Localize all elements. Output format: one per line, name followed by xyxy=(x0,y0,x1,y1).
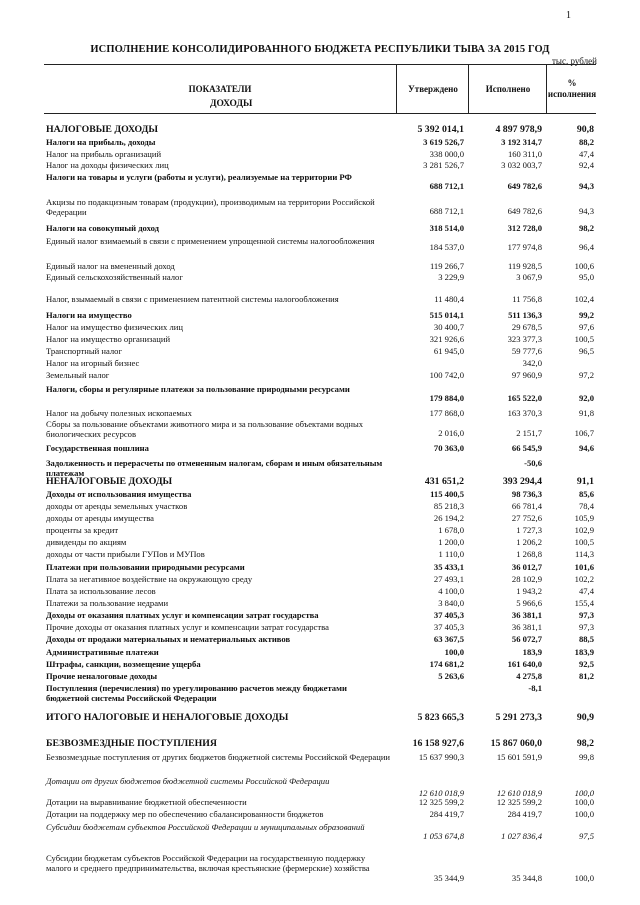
row-label: Налог на прибыль организаций xyxy=(46,149,162,159)
row-executed-value: 12 325 599,2 xyxy=(496,797,542,807)
row-label: ИТОГО НАЛОГОВЫЕ И НЕНАЛОГОВЫЕ ДОХОДЫ xyxy=(46,712,289,723)
row-executed-value: 284 419,7 xyxy=(507,809,542,819)
table-row xyxy=(44,809,596,821)
row-percent-value: 100,0 xyxy=(574,788,594,798)
table-row xyxy=(44,671,596,683)
table-row xyxy=(44,489,596,501)
row-executed-value: 3 032 003,7 xyxy=(501,160,542,170)
row-label: доходы от части прибыли ГУПов и МУПов xyxy=(46,549,205,559)
row-percent-value: 85,6 xyxy=(578,489,594,499)
page-number: 1 xyxy=(566,10,571,21)
row-percent-value: 97,3 xyxy=(578,622,594,632)
row-label: Налог на добычу полезных ископаемых xyxy=(46,408,192,418)
row-percent-value: 106,7 xyxy=(574,428,594,438)
row-label: Административные платежи xyxy=(46,647,159,657)
table-row xyxy=(44,622,596,634)
row-executed-value: 1 727,3 xyxy=(516,525,542,535)
row-approved-value: 12 610 018,9 xyxy=(418,788,464,798)
row-approved-value: 30 400,7 xyxy=(433,322,464,332)
row-approved-value: 61 945,0 xyxy=(433,346,464,356)
row-executed-value: 3 067,9 xyxy=(516,272,542,282)
row-percent-value: 94,3 xyxy=(578,181,594,191)
row-percent-value: 91,1 xyxy=(576,476,594,487)
row-percent-value: 155,4 xyxy=(574,598,594,608)
row-approved-value: 1 110,0 xyxy=(438,549,464,559)
row-percent-value: 98,2 xyxy=(576,738,594,749)
table-row xyxy=(44,562,596,574)
table-row xyxy=(44,477,596,489)
row-percent-value: 100,5 xyxy=(574,334,594,344)
row-executed-value: 11 756,8 xyxy=(512,294,542,304)
row-percent-value: 92,4 xyxy=(578,160,594,170)
row-executed-value: 4 275,8 xyxy=(516,671,542,681)
row-approved-value: 3 229,9 xyxy=(438,272,464,282)
row-label: Налоги на имущество xyxy=(46,310,132,320)
row-label: Прочие неналоговые доходы xyxy=(46,671,158,681)
row-executed-value: 393 294,4 xyxy=(502,476,542,487)
row-executed-value: 2 151,7 xyxy=(516,428,542,438)
row-executed-value: 12 610 018,9 xyxy=(496,788,542,798)
row-executed-value: 36 381,1 xyxy=(511,622,542,632)
row-percent-value: 95,0 xyxy=(578,272,594,282)
table-row xyxy=(44,358,596,370)
row-percent-value: 99,2 xyxy=(578,310,594,320)
row-percent-value: 99,8 xyxy=(578,752,594,762)
row-approved-value: 1 678,0 xyxy=(438,525,464,535)
row-approved-value: 37 405,3 xyxy=(433,622,464,632)
row-approved-value: 688 712,1 xyxy=(429,181,464,191)
row-executed-value: 97 960,9 xyxy=(511,370,542,380)
row-label: Налог, взымаемый в связи с применением патентной системы налогообложения xyxy=(46,294,339,304)
row-percent-value: 88,5 xyxy=(578,634,594,644)
row-approved-value: 3 281 526,7 xyxy=(423,160,464,170)
document-title: ИСПОЛНЕНИЕ КОНСОЛИДИРОВАННОГО БЮДЖЕТА РЕСПУБЛИКИ ТЫВА ЗА 2015 ГОД xyxy=(90,44,550,55)
row-percent-value: 47,4 xyxy=(578,149,594,159)
row-approved-value: 3 840,0 xyxy=(438,598,464,608)
row-percent-value: 94,3 xyxy=(578,206,594,216)
row-percent-value: 90,8 xyxy=(576,124,594,135)
table-row xyxy=(44,853,596,885)
row-executed-value: 98 736,3 xyxy=(511,489,542,499)
row-label: Безвозмездные поступления от других бюджетов бюджетной системы Российской Федерации xyxy=(46,752,391,762)
row-label: Налог на доходы физических лиц xyxy=(46,160,169,170)
table-row xyxy=(44,659,596,671)
row-executed-value: 36 381,1 xyxy=(511,610,542,620)
row-executed-value: 1 206,2 xyxy=(516,537,542,547)
row-executed-value: 119 928,5 xyxy=(507,261,542,271)
row-label: БЕЗВОЗМЕЗДНЫЕ ПОСТУПЛЕНИЯ xyxy=(46,738,217,749)
row-label: Налог на имущество физических лиц xyxy=(46,322,183,332)
row-label: Доходы от оказания платных услуг и компенсации затрат государства xyxy=(46,610,319,620)
row-percent-value: 100,0 xyxy=(574,797,594,807)
table-row xyxy=(44,647,596,659)
row-executed-value: 5 966,6 xyxy=(516,598,542,608)
row-label: дивиденды по акциям xyxy=(46,537,127,547)
table-row xyxy=(44,443,596,455)
table-row xyxy=(44,346,596,358)
row-approved-value: 5 263,6 xyxy=(438,671,464,681)
row-executed-value: 342,0 xyxy=(522,358,542,368)
row-label: Налог на имущество организаций xyxy=(46,334,171,344)
row-approved-value: 179 884,0 xyxy=(429,393,464,403)
table-row xyxy=(44,125,596,137)
row-label: Налог на игорный бизнес xyxy=(46,358,140,368)
row-label: НЕНАЛОГОВЫЕ ДОХОДЫ xyxy=(46,476,173,487)
header-indicators: ПОКАЗАТЕЛИ xyxy=(188,84,252,94)
row-approved-value: 1 200,0 xyxy=(438,537,464,547)
row-percent-value: 92,0 xyxy=(578,393,594,403)
row-label: Налоги на прибыль, доходы xyxy=(46,137,156,147)
table-row xyxy=(44,525,612,537)
row-percent-value: 97,3 xyxy=(578,610,594,620)
row-approved-value: 15 637 990,3 xyxy=(418,752,464,762)
row-label: НАЛОГОВЫЕ ДОХОДЫ xyxy=(46,124,159,135)
row-approved-value: 26 194,2 xyxy=(433,513,464,523)
table-row xyxy=(44,513,612,525)
row-percent-value: 100,5 xyxy=(574,537,594,547)
row-percent-value: 90,9 xyxy=(576,712,594,723)
row-percent-value: 97,5 xyxy=(578,831,594,841)
row-label: доходы от аренды имущества xyxy=(46,513,154,523)
row-percent-value: 183,9 xyxy=(574,647,594,657)
row-approved-value: 184 537,0 xyxy=(429,242,464,252)
row-executed-value: 1 943,2 xyxy=(516,586,542,596)
table-row xyxy=(44,223,596,235)
row-executed-value: 163 370,3 xyxy=(507,408,542,418)
row-approved-value: 3 619 526,7 xyxy=(423,137,464,147)
row-approved-value: 338 000,0 xyxy=(429,149,464,159)
table-row xyxy=(44,197,596,219)
row-approved-value: 5 392 014,1 xyxy=(417,124,464,135)
row-label: Плата за использование лесов xyxy=(46,586,156,596)
row-label: Доходы от использования имущества xyxy=(46,489,192,499)
row-approved-value: 431 651,2 xyxy=(424,476,464,487)
table-row xyxy=(44,384,596,403)
row-label: Субсидии бюджетам субъектов Российской Федерации и муниципальных образований xyxy=(46,822,365,832)
table-row xyxy=(44,683,596,705)
row-percent-value: 100,0 xyxy=(574,873,594,883)
row-executed-value: 649 782,6 xyxy=(507,181,542,191)
row-executed-value: 15 867 060,0 xyxy=(490,738,542,749)
table-row xyxy=(44,160,596,172)
row-executed-value: -8,1 xyxy=(528,683,542,693)
row-approved-value: 321 926,6 xyxy=(429,334,464,344)
units-label: тыс. рублей xyxy=(552,56,597,66)
row-approved-value: 37 405,3 xyxy=(433,610,464,620)
row-percent-value: 102,9 xyxy=(574,525,594,535)
row-approved-value: 4 100,0 xyxy=(438,586,464,596)
row-percent-value: 102,2 xyxy=(574,574,594,584)
row-approved-value: 2 016,0 xyxy=(438,428,464,438)
row-label: Акцизы по подакцизным товарам (продукции), производимым на территории Российской Федерации xyxy=(46,197,375,217)
row-percent-value: 102,4 xyxy=(574,294,594,304)
table-row xyxy=(44,172,596,191)
row-label: Дотации от других бюджетов бюджетной системы Российской Федерации xyxy=(46,776,330,786)
row-approved-value: 85 218,3 xyxy=(433,501,464,511)
row-executed-value: 15 601 591,9 xyxy=(496,752,542,762)
row-executed-value: 66 545,9 xyxy=(511,443,542,453)
row-approved-value: 11 480,4 xyxy=(434,294,464,304)
row-percent-value: 47,4 xyxy=(578,586,594,596)
row-approved-value: 1 053 674,8 xyxy=(423,831,464,841)
row-approved-value: 119 266,7 xyxy=(429,261,464,271)
row-approved-value: 16 158 927,6 xyxy=(412,738,464,749)
table-row xyxy=(44,752,596,774)
row-executed-value: 177 974,8 xyxy=(507,242,542,252)
table-row xyxy=(44,822,596,844)
row-approved-value: 318 514,0 xyxy=(429,223,464,233)
row-approved-value: 688 712,1 xyxy=(429,206,464,216)
table-row xyxy=(44,322,596,334)
row-percent-value: 105,9 xyxy=(574,513,594,523)
header-approved: Утверждено xyxy=(396,65,469,113)
table-row xyxy=(44,537,612,549)
row-percent-value: 78,4 xyxy=(578,501,594,511)
row-label: Единый сельскохозяйственный налог xyxy=(46,272,183,282)
table-row xyxy=(44,137,596,149)
table-row xyxy=(44,586,596,598)
row-percent-value: 100,6 xyxy=(574,261,594,271)
table-row xyxy=(44,574,596,586)
row-label: Штрафы, санкции, возмещение ущерба xyxy=(46,659,201,669)
row-executed-value: 312 728,0 xyxy=(507,223,542,233)
table-row xyxy=(44,634,596,646)
row-approved-value: 63 367,5 xyxy=(433,634,464,644)
row-executed-value: 183,9 xyxy=(522,647,542,657)
row-percent-value: 97,2 xyxy=(578,370,594,380)
row-label: Субсидии бюджетам субъектов Российской Федерации на государственную поддержку малого и среднего предпринимательства, включая крестьянские (фермерские) хозяйства xyxy=(46,853,370,873)
row-label: Прочие доходы от оказания платных услуг и компенсации затрат государства xyxy=(46,622,329,632)
row-label: проценты за кредит xyxy=(46,525,119,535)
row-percent-value: 101,6 xyxy=(574,562,594,572)
header-executed: Исполнено xyxy=(468,65,547,113)
row-approved-value: 177 868,0 xyxy=(429,408,464,418)
table-row xyxy=(44,713,596,725)
row-approved-value: 70 363,0 xyxy=(433,443,464,453)
row-executed-value: 323 377,3 xyxy=(507,334,542,344)
row-label: Платежи за пользование недрами xyxy=(46,598,169,608)
row-executed-value: 165 522,0 xyxy=(507,393,542,403)
row-percent-value: 96,5 xyxy=(578,346,594,356)
row-label: Единый налог взимаемый в связи с применением упрощенной системы налогообложения xyxy=(46,236,375,246)
row-label: Плата за негативное воздействие на окружающую среду xyxy=(46,574,253,584)
table-row xyxy=(44,610,596,622)
row-label: Платежи при пользовании природными ресурсами xyxy=(46,562,245,572)
row-executed-value: 3 192 314,7 xyxy=(501,137,542,147)
table-header xyxy=(44,64,596,114)
header-percent: % исполнения xyxy=(546,65,597,113)
row-label: Государственная пошлина xyxy=(46,443,149,453)
row-approved-value: 174 681,2 xyxy=(429,659,464,669)
row-executed-value: 36 012,7 xyxy=(511,562,542,572)
row-label: Дотации на поддержку мер по обеспечению сбалансированности бюджетов xyxy=(46,809,324,819)
table-row xyxy=(44,310,596,322)
row-executed-value: 66 781,4 xyxy=(511,501,542,511)
row-executed-value: 1 027 836,4 xyxy=(501,831,542,841)
table-row xyxy=(44,739,596,751)
row-executed-value: 649 782,6 xyxy=(507,206,542,216)
row-label: доходы от аренды земельных участков xyxy=(46,501,188,511)
row-percent-value: 91,8 xyxy=(578,408,594,418)
table-row xyxy=(44,776,596,798)
row-percent-value: 114,3 xyxy=(574,549,594,559)
row-label: Транспортный налог xyxy=(46,346,123,356)
row-approved-value: 100 742,0 xyxy=(429,370,464,380)
row-percent-value: 94,6 xyxy=(578,443,594,453)
row-label: Единый налог на вмененный доход xyxy=(46,261,175,271)
row-approved-value: 5 823 665,3 xyxy=(417,712,464,723)
table-row xyxy=(44,294,596,306)
row-executed-value: 160 311,0 xyxy=(507,149,542,159)
row-label: Налоги на совокупный доход xyxy=(46,223,159,233)
row-label: Налоги, сборы и регулярные платежи за пользование природными ресурсами xyxy=(46,384,350,394)
row-approved-value: 515 014,1 xyxy=(429,310,464,320)
row-executed-value: 59 777,6 xyxy=(511,346,542,356)
row-percent-value: 100,0 xyxy=(574,809,594,819)
row-percent-value: 96,4 xyxy=(578,242,594,252)
row-percent-value: 81,2 xyxy=(578,671,594,681)
row-executed-value: 35 344,8 xyxy=(511,873,542,883)
row-executed-value: 27 752,6 xyxy=(511,513,542,523)
row-percent-value: 97,6 xyxy=(578,322,594,332)
row-executed-value: 161 640,0 xyxy=(507,659,542,669)
row-label: Налоги на товары и услуги (работы и услуги), реализуемые на территории РФ xyxy=(46,172,352,182)
row-approved-value: 35 344,9 xyxy=(433,873,464,883)
table-row xyxy=(44,549,612,561)
row-label: Поступления (перечисления) по урегулированию расчетов между бюджетами бюджетной системы Российской Федерации xyxy=(46,683,347,703)
row-approved-value: 100,0 xyxy=(444,647,464,657)
row-label: Дотации на выравнивание бюджетной обеспеченности xyxy=(46,797,247,807)
row-label: Сборы за пользование объектами животного мира и за пользование объектами водных биологических ресурсов xyxy=(46,419,364,439)
table-row xyxy=(44,370,596,382)
table-row xyxy=(44,334,596,346)
row-label: Земельный налог xyxy=(46,370,110,380)
row-executed-value: 29 678,5 xyxy=(511,322,542,332)
row-executed-value: 28 102,9 xyxy=(511,574,542,584)
row-executed-value: 4 897 978,9 xyxy=(495,124,542,135)
row-percent-value: 92,5 xyxy=(578,659,594,669)
row-executed-value: 5 291 273,3 xyxy=(495,712,542,723)
row-executed-value: 56 072,7 xyxy=(511,634,542,644)
table-row xyxy=(44,272,596,284)
table-row xyxy=(44,501,612,513)
section-income: ДОХОДЫ xyxy=(210,99,253,109)
row-approved-value: 12 325 599,2 xyxy=(418,797,464,807)
row-executed-value: -50,6 xyxy=(524,458,542,468)
table-row xyxy=(44,419,596,441)
table-row xyxy=(44,598,596,610)
row-percent-value: 88,2 xyxy=(578,137,594,147)
table-row xyxy=(44,236,596,258)
row-approved-value: 115 400,5 xyxy=(430,489,464,499)
row-approved-value: 284 419,7 xyxy=(429,809,464,819)
row-percent-value: 98,2 xyxy=(578,223,594,233)
row-approved-value: 35 433,1 xyxy=(433,562,464,572)
table-row xyxy=(44,797,596,809)
row-executed-value: 1 268,8 xyxy=(516,549,542,559)
row-approved-value: 27 493,1 xyxy=(433,574,464,584)
row-executed-value: 511 136,3 xyxy=(508,310,542,320)
row-label: Доходы от продажи материальных и нематериальных активов xyxy=(46,634,291,644)
row-label: Задолженность и перерасчеты по отмененным налогам, сборам и иным обязательным платежам xyxy=(46,458,383,478)
